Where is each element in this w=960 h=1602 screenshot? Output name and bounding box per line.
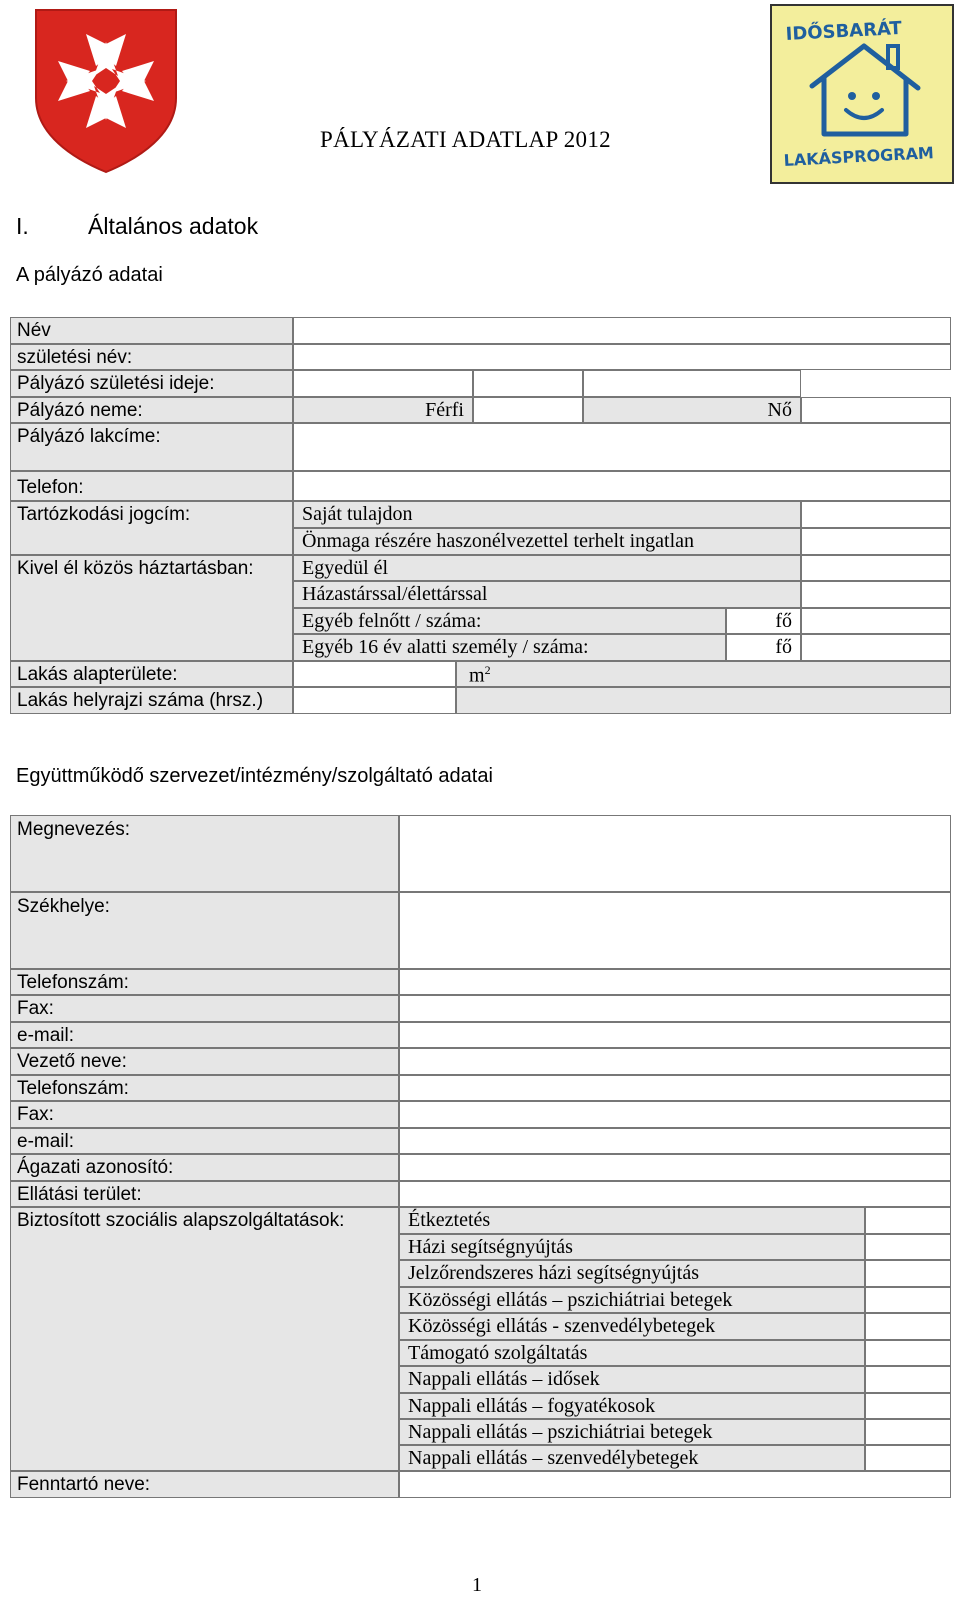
other-adult-checkbox[interactable] (801, 608, 951, 634)
service-checkbox[interactable] (865, 1419, 951, 1445)
service-checkbox[interactable] (865, 1393, 951, 1419)
org-email-field[interactable] (399, 1022, 951, 1048)
service-option: Támogató szolgáltatás (399, 1340, 865, 1366)
leader-name-field[interactable] (399, 1048, 951, 1075)
female-option: Nő (583, 397, 801, 423)
phone-field[interactable] (293, 471, 951, 501)
area-unit: $m^2$ (456, 661, 951, 687)
applicant-heading: A pályázó adatai (16, 264, 163, 286)
lot-number-field[interactable] (456, 687, 951, 714)
address-label: Pályázó lakcíme: (10, 423, 293, 471)
maintainer-label: Fenntartó neve: (10, 1471, 399, 1498)
other-minor-count-field[interactable]: fő (726, 634, 801, 661)
service-checkbox[interactable] (865, 1234, 951, 1260)
svg-text:LAKÁSPROGRAM: LAKÁSPROGRAM (783, 143, 935, 170)
birth-name-label: születési név: (10, 344, 293, 370)
service-option: Nappali ellátás – idősek (399, 1366, 865, 1393)
birth-name-field[interactable] (293, 344, 951, 370)
birth-date-field-2[interactable] (473, 370, 583, 397)
leader-phone-field[interactable] (399, 1075, 951, 1101)
phone-label: Telefon: (10, 471, 293, 501)
service-checkbox[interactable] (865, 1366, 951, 1393)
org-phone-label: Telefonszám: (10, 969, 399, 995)
lot-number-spacer (293, 687, 456, 714)
address-field[interactable] (293, 423, 951, 471)
male-option: Férfi (293, 397, 473, 423)
service-checkbox[interactable] (865, 1313, 951, 1340)
org-seat-label: Székhelye: (10, 892, 399, 969)
org-email-label: e-mail: (10, 1022, 399, 1048)
leader-fax-field[interactable] (399, 1101, 951, 1128)
org-seat-field[interactable] (399, 892, 951, 969)
other-minor-checkbox[interactable] (801, 634, 951, 661)
leader-fax-label: Fax: (10, 1101, 399, 1128)
own-property-checkbox[interactable] (801, 501, 951, 528)
org-phone-field[interactable] (399, 969, 951, 995)
org-fax-field[interactable] (399, 995, 951, 1022)
name-label: Név (10, 317, 293, 344)
service-checkbox[interactable] (865, 1207, 951, 1234)
section-number: I. (16, 213, 29, 239)
other-adult-option: Egyéb felnőtt / száma: (293, 608, 726, 634)
idosbarat-lakasprogram-logo (770, 4, 954, 184)
service-checkbox[interactable] (865, 1287, 951, 1313)
leader-phone-label: Telefonszám: (10, 1075, 399, 1101)
spouse-checkbox[interactable] (801, 581, 951, 608)
service-option: Jelzőrendszeres házi segítségnyújtás (399, 1260, 865, 1287)
organization-heading: Együttműködő szervezet/intézmény/szolgáltató adatai (16, 765, 493, 787)
service-option: Nappali ellátás – fogyatékosok (399, 1393, 865, 1419)
maintainer-field[interactable] (399, 1471, 951, 1498)
birth-date-field-3[interactable] (583, 370, 801, 397)
usufruct-checkbox[interactable] (801, 528, 951, 555)
gender-label: Pályázó neme: (10, 397, 293, 423)
leader-name-label: Vezető neve: (10, 1048, 399, 1075)
household-label: Kivel él közös háztartásban: (10, 555, 293, 661)
service-checkbox[interactable] (865, 1340, 951, 1366)
sector-id-label: Ágazati azonosító: (10, 1154, 399, 1181)
alone-checkbox[interactable] (801, 555, 951, 581)
org-fax-label: Fax: (10, 995, 399, 1022)
name-field[interactable] (293, 317, 951, 344)
other-adult-count-field[interactable]: fő (726, 608, 801, 634)
alone-option: Egyedül él (293, 555, 801, 581)
birth-date-label: Pályázó születési ideje: (10, 370, 293, 397)
own-property-option: Saját tulajdon (293, 501, 801, 528)
page-title: PÁLYÁZATI ADATLAP 2012 (320, 127, 611, 152)
spouse-option: Házastárssal/élettárssal (293, 581, 801, 608)
female-checkbox[interactable] (801, 397, 951, 423)
svg-text:IDŐSBARÁT: IDŐSBARÁT (785, 17, 903, 45)
service-option: Nappali ellátás – pszichiátriai betegek (399, 1419, 865, 1445)
area-field[interactable] (293, 661, 456, 687)
page-number: 1 (472, 1574, 482, 1596)
services-label: Biztosított szociális alapszolgáltatások: (10, 1207, 399, 1471)
service-area-label: Ellátási terület: (10, 1181, 399, 1207)
service-option: Házi segítségnyújtás (399, 1234, 865, 1260)
service-checkbox[interactable] (865, 1260, 951, 1287)
maltese-cross-logo (30, 6, 182, 174)
leader-email-label: e-mail: (10, 1128, 399, 1154)
service-checkbox[interactable] (865, 1445, 951, 1471)
org-name-field[interactable] (399, 815, 951, 892)
other-minor-option: Egyéb 16 év alatti személy / száma: (293, 634, 726, 661)
area-label: Lakás alapterülete: (10, 661, 293, 687)
service-option: Étkeztetés (399, 1207, 865, 1234)
org-name-label: Megnevezés: (10, 815, 399, 892)
male-checkbox[interactable] (473, 397, 583, 423)
section-title: Általános adatok (88, 213, 259, 239)
sector-id-field[interactable] (399, 1154, 951, 1181)
leader-email-field[interactable] (399, 1128, 951, 1154)
usufruct-option: Önmaga részére haszonélvezettel terhelt ingatlan (293, 528, 801, 555)
lot-number-label: Lakás helyrajzi száma (hrsz.) (10, 687, 293, 714)
residence-title-label: Tartózkodási jogcím: (10, 501, 293, 555)
birth-date-field-1[interactable] (293, 370, 473, 397)
service-option: Nappali ellátás – szenvedélybetegek (399, 1445, 865, 1471)
service-option: Közösségi ellátás – pszichiátriai betegek (399, 1287, 865, 1313)
service-area-field[interactable] (399, 1181, 951, 1207)
service-option: Közösségi ellátás - szenvedélybetegek (399, 1313, 865, 1340)
